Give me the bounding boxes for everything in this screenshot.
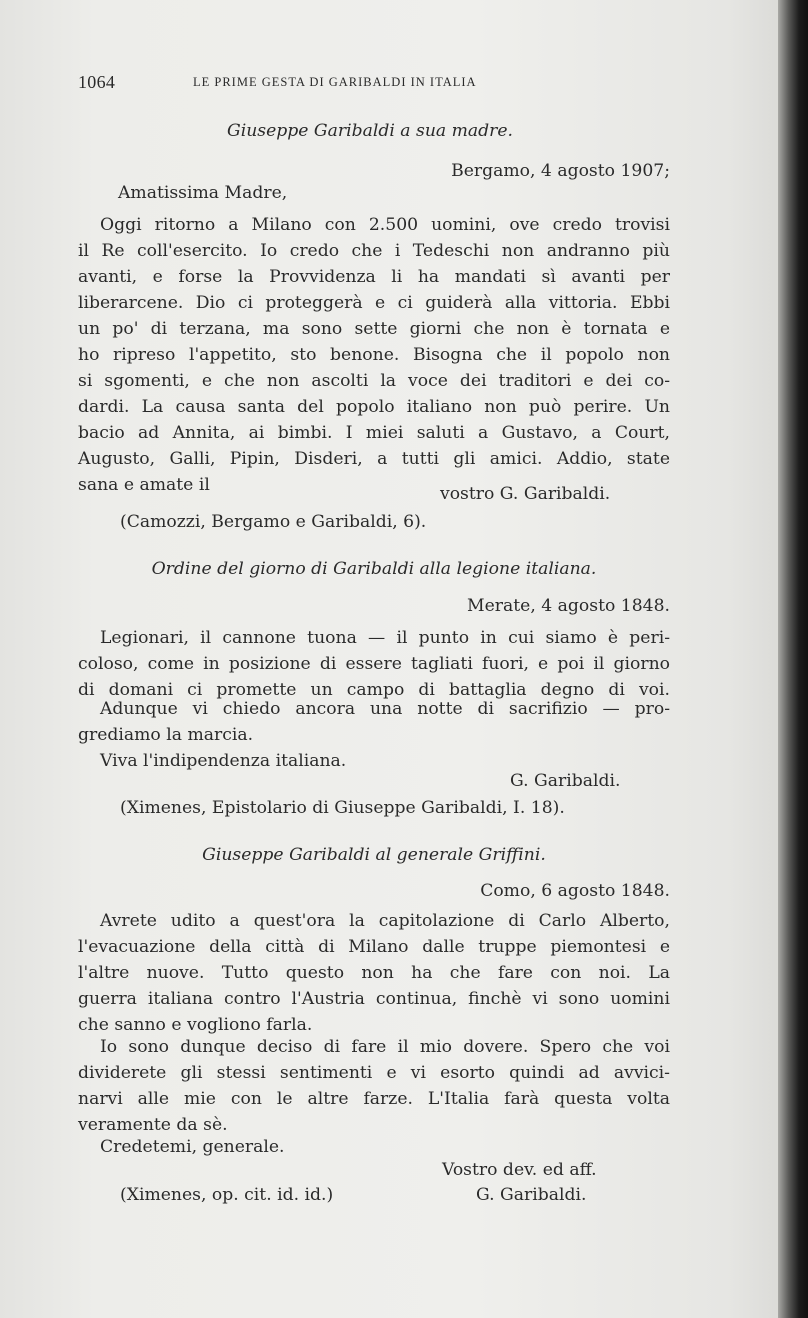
letter2-paragraph-1 bbox=[78, 625, 670, 703]
letter3-closing: Credetemi, generale. bbox=[100, 1137, 285, 1157]
letter1-salutation: Amatissima Madre, bbox=[118, 183, 288, 203]
letter2-source: (Ximenes, Epistolario di Giuseppe Garibaldi, I. 18). bbox=[120, 798, 565, 818]
text-line: Legionari, il cannone tuona — il punto in cui siamo è peri- bbox=[100, 628, 670, 648]
page-number: 1064 bbox=[78, 72, 116, 92]
letter3-signature: G. Garibaldi. bbox=[476, 1185, 587, 1205]
text-line: Adunque vi chiedo ancora una notte di sacrifizio — pro- bbox=[100, 699, 670, 719]
letter3-paragraph-1 bbox=[78, 908, 670, 1038]
letter3-title: Giuseppe Garibaldi al generale Griffini. bbox=[202, 845, 546, 865]
text-line: dividerete gli stessi sentimenti e vi esorto quindi ad avvici- bbox=[78, 1063, 670, 1083]
text-line: il Re coll'esercito. Io credo che i Tedeschi non andranno più bbox=[78, 241, 670, 261]
letter2-signature: G. Garibaldi. bbox=[510, 771, 621, 791]
letter3-place-date: Como, 6 agosto 1848. bbox=[480, 881, 670, 901]
text-line: bacio ad Annita, ai bimbi. I miei saluti a Gustavo, a Court, bbox=[78, 423, 670, 443]
letter2-place-date: Merate, 4 agosto 1848. bbox=[467, 596, 670, 616]
letter3-valediction: Vostro dev. ed aff. bbox=[442, 1160, 597, 1180]
text-line: si sgomenti, e che non ascolti la voce dei traditori e dei co- bbox=[78, 371, 670, 391]
letter1-body bbox=[78, 212, 670, 498]
page-header bbox=[78, 72, 678, 93]
text-line: Avrete udito a quest'ora la capitolazione di Carlo Alberto, bbox=[100, 911, 670, 931]
letter1-title: Giuseppe Garibaldi a sua madre. bbox=[226, 121, 514, 141]
text-line: un po' di terzana, ma sono sette giorni che non è tornata e bbox=[78, 319, 670, 339]
text-line: liberarcene. Dio ci proteggerà e ci guiderà alla vittoria. Ebbi bbox=[78, 293, 670, 313]
text-line: veramente da sè. bbox=[78, 1115, 228, 1135]
text-line: dardi. La causa santa del popolo italiano non può perire. Un bbox=[78, 397, 670, 417]
text-line: narvi alle mie con le altre farze. L'Italia farà questa volta bbox=[78, 1089, 670, 1109]
text-line: ho ripreso l'appetito, sto benone. Bisogna che il popolo non bbox=[78, 345, 670, 365]
letter1-signature: vostro G. Garibaldi. bbox=[440, 484, 611, 504]
text-line: Io sono dunque deciso di fare il mio dovere. Spero che voi bbox=[100, 1037, 670, 1057]
text-line: grediamo la marcia. bbox=[78, 725, 254, 745]
text-line: di domani ci promette un campo di battaglia degno di voi. bbox=[78, 680, 670, 700]
text-line: avanti, e forse la Provvidenza li ha mandati sì avanti per bbox=[78, 267, 670, 287]
running-title: LE PRIME GESTA DI GARIBALDI IN ITALIA bbox=[193, 75, 477, 89]
letter2-closing: Viva l'indipendenza italiana. bbox=[100, 751, 347, 771]
text-line: l'evacuazione della città di Milano dalle truppe piemontesi e bbox=[78, 937, 670, 957]
letter3-source: (Ximenes, op. cit. id. id.) bbox=[120, 1185, 334, 1205]
letter2-paragraph-2 bbox=[78, 696, 670, 748]
letter1-source: (Camozzi, Bergamo e Garibaldi, 6). bbox=[120, 512, 427, 532]
text-line: che sanno e vogliono farla. bbox=[78, 1015, 313, 1035]
book-binding-edge bbox=[778, 0, 808, 1318]
text-line: Oggi ritorno a Milano con 2.500 uomini, ove credo trovisi bbox=[100, 215, 670, 235]
letter1-place-date: Bergamo, 4 agosto 1907; bbox=[451, 161, 670, 181]
text-line: sana e amate il bbox=[78, 475, 210, 495]
text-line: guerra italiana contro l'Austria continua, finchè vi sono uomini bbox=[78, 989, 670, 1009]
text-line: coloso, come in posizione di essere tagliati fuori, e poi il giorno bbox=[78, 654, 670, 674]
letter3-paragraph-2 bbox=[78, 1034, 670, 1138]
letter2-title: Ordine del giorno di Garibaldi alla legione italiana. bbox=[151, 559, 597, 579]
text-line: Augusto, Galli, Pipin, Disderi, a tutti gli amici. Addio, state bbox=[78, 449, 670, 469]
text-line: l'altre nuove. Tutto questo non ha che fare con noi. La bbox=[78, 963, 670, 983]
